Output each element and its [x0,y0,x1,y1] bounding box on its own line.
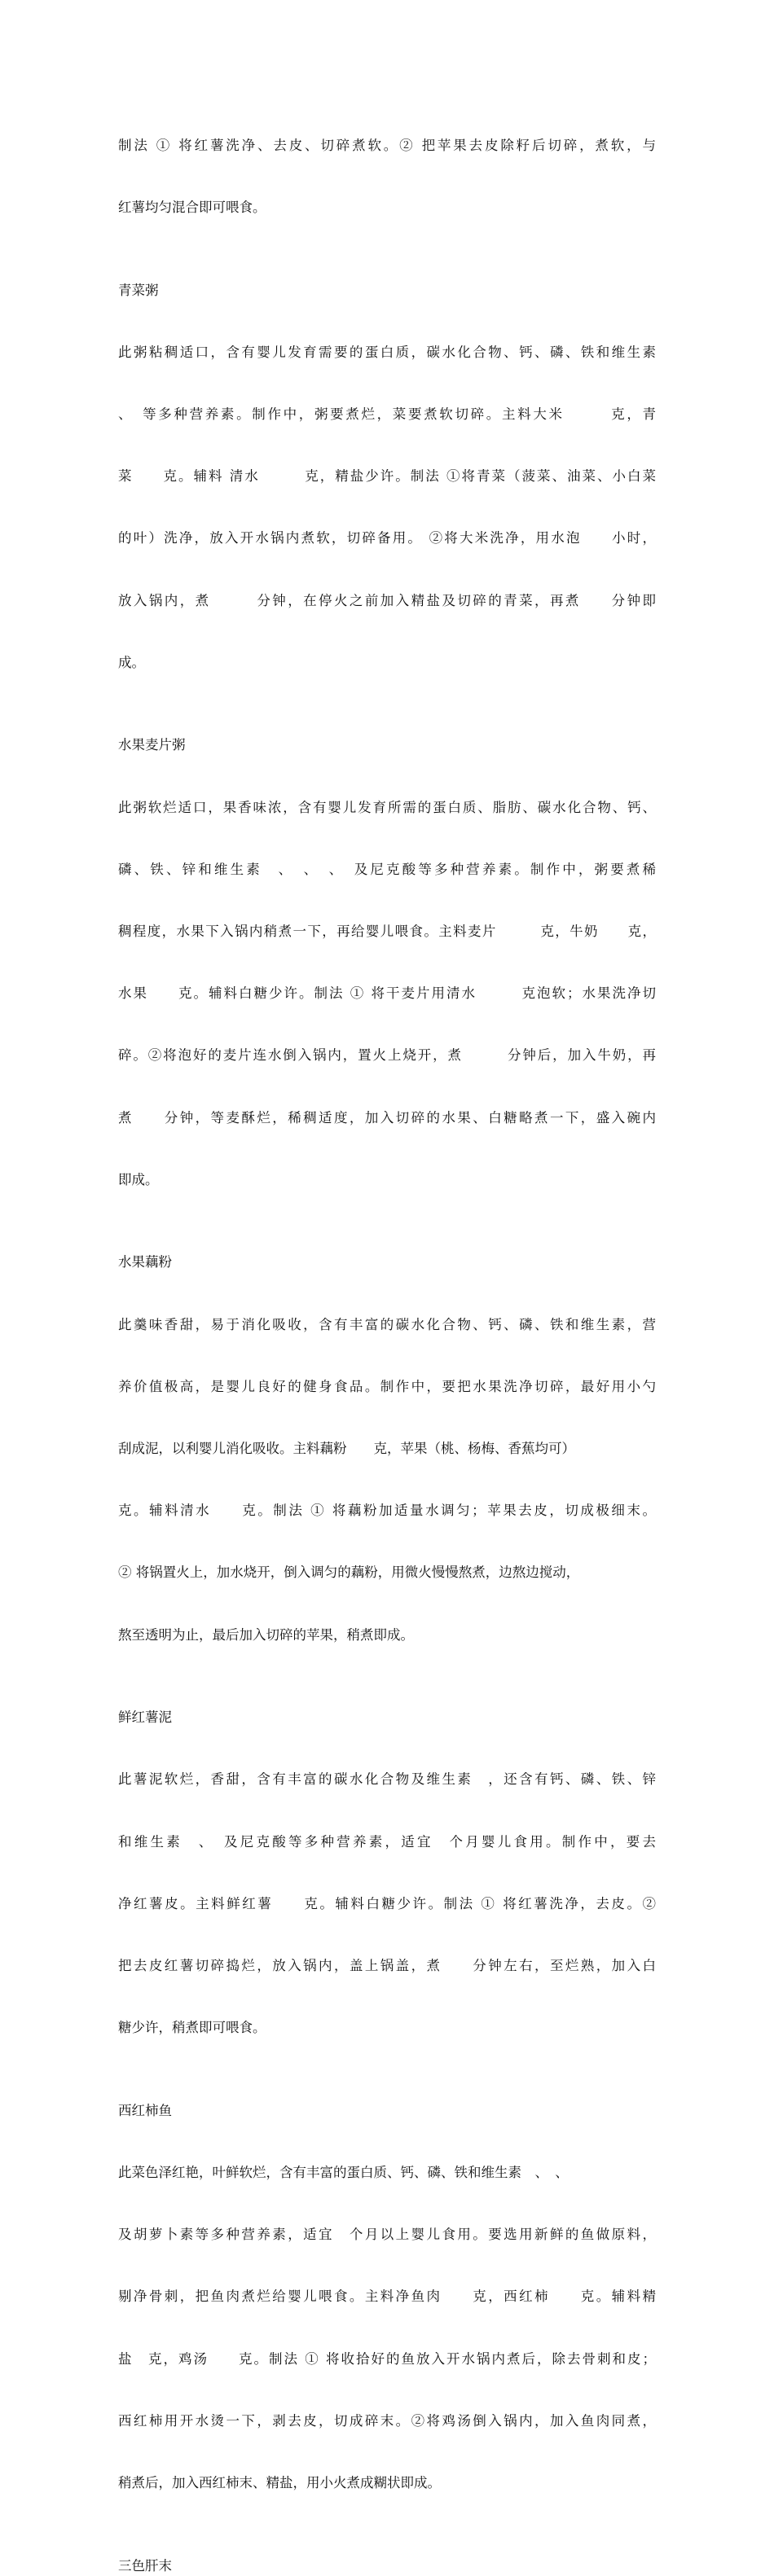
recipe-section [118,735,656,1231]
text-line: 盐 克，鸡汤 克。制法 ① 将收拾好的鱼放入开水锅内煮后，除去骨刺和皮； [118,2350,656,2367]
recipe-title: 鲜红薯泥 [118,1709,172,1726]
text-line: 净红薯皮。主料鲜红薯 克。辅料白糖少许。制法 ① 将红薯洗净，去皮。② [118,1895,656,1911]
text-line: 磷、铁、锌和维生素 、 、 、 及尼克酸等多种营养素。制作中，粥要煮稀 [118,861,656,877]
text-line: 此薯泥软烂，香甜，含有丰富的碳水化合物及维生素 ，还含有钙、磷、铁、锌 [118,1771,656,1788]
recipe-section [118,1707,656,2079]
text-line: 糖少许，稍煮即可喂食。 [118,2020,266,2036]
text-line: 剔净骨刺，把鱼肉煮烂给婴儿喂食。主料净鱼肉 克，西红柿 克。辅料精 [118,2289,656,2305]
text-line: 、 等多种营养素。制作中，粥要煮烂，菜要煮软切碎。主料大米 克，青 [118,406,656,423]
text-line: 水果 克。辅料白糖少许。制法 ① 将干麦片用清水 克泡软；水果洗净切 [118,985,656,1002]
recipe-section [118,280,656,714]
recipe-paragraph [118,2121,656,2534]
text-line: 即成。 [118,1171,159,1187]
text-line: 此菜色泽红艳，叶鲜软烂，含有丰富的蛋白质、钙、磷、铁和维生素 、 、 [118,2165,569,2181]
text-line: 把去皮红薯切碎捣烂，放入锅内，盖上锅盖，煮 分钟左右，至烂熟，加入白 [118,1958,656,1974]
text-line: 此羹味香甜，易于消化吸收，含有丰富的碳水化合物、钙、磷、铁和维生素，营 [118,1316,656,1332]
text-line: 制法 ① 将红薯洗净、去皮、切碎煮软。② 把苹果去皮除籽后切碎，煮软，与 [118,137,656,153]
text-line: 此粥软烂适口，果香味浓，含有婴儿发育所需的蛋白质、脂肪、碳水化合物、钙、 [118,799,656,815]
text-line: 此粥粘稠适口，含有婴儿发育需要的蛋白质，碳水化合物、钙、磷、铁和维生素 [118,344,656,360]
recipe-paragraph [118,1728,656,2080]
text-line: 及胡萝卜素等多种营养素，适宜 个月以上婴儿食用。要选用新鲜的鱼做原料， [118,2227,656,2243]
text-line: 红薯均匀混合即可喂食。 [118,200,266,216]
text-line: 放入锅内，煮 分钟，在停火之前加入精盐及切碎的青菜，再煮 分钟即 [118,592,656,608]
text-line: 养价值极高，是婴儿良好的健身食品。制作中，要把水果洗净切碎，最好用小勺 [118,1378,656,1394]
text-line: 碎。②将泡好的麦片连水倒入锅内，置火上烧开，煮 分钟后，加入牛奶，再 [118,1047,656,1064]
recipe-title: 水果藕粉 [118,1254,172,1270]
text-line: 稠程度，水果下入锅内稍煮一下，再给婴儿喂食。主料麦片 克，牛奶 克， [118,924,656,940]
text-line: 菜 克。辅料 清水 克，精盐少许。制法 ①将青菜（菠菜、油菜、小白菜 [118,468,656,485]
recipe-title: 青菜粥 [118,282,159,298]
recipe-paragraph [118,1273,656,1687]
text-line: 克。辅料清水 克。制法 ① 将藕粉加适量水调匀；苹果去皮，切成极细末。 [118,1503,656,1519]
text-line: ② 将锅置火上，加水烧开，倒入调匀的藕粉，用微火慢慢熬煮，边熬边搅动， [118,1564,580,1581]
recipe-title: 三色肝末 [118,2557,172,2574]
text-line: 煮 分钟，等麦酥烂，稀稠适度，加入切碎的水果、白糖略煮一下，盛入碗内 [118,1109,656,1126]
recipe-section [118,2556,656,2576]
intro-paragraph [118,94,656,259]
text-line: 和维生素 、 及尼克酸等多种营养素，适宜 个月婴儿食用。制作中，要去 [118,1833,656,1850]
recipe-section [118,2100,656,2534]
text-line: 稍煮后，加入西红柿末、精盐，用小火煮成糊状即成。 [118,2475,441,2491]
recipe-section [118,1252,656,1686]
text-line: 西红柿用开水烫一下，剥去皮，切成碎末。②将鸡汤倒入锅内，加入鱼肉同煮， [118,2412,656,2429]
recipe-title: 水果麦片粥 [118,737,186,753]
text-line: 刮成泥，以利婴儿消化吸收。主料藕粉 克，苹果（桃、杨梅、香蕉均可） [118,1441,575,1457]
text-line: 的叶）洗净，放入开水锅内煮软，切碎备用。 ②将大米洗净，用水泡 小时， [118,530,656,546]
recipe-paragraph [118,301,656,714]
recipe-paragraph [118,756,656,1231]
recipe-title: 西红柿鱼 [118,2102,172,2118]
text-line: 熬至透明为止，最后加入切碎的苹果，稍煮即成。 [118,1626,414,1643]
text-line: 成。 [118,654,145,670]
document-page [118,94,656,2576]
